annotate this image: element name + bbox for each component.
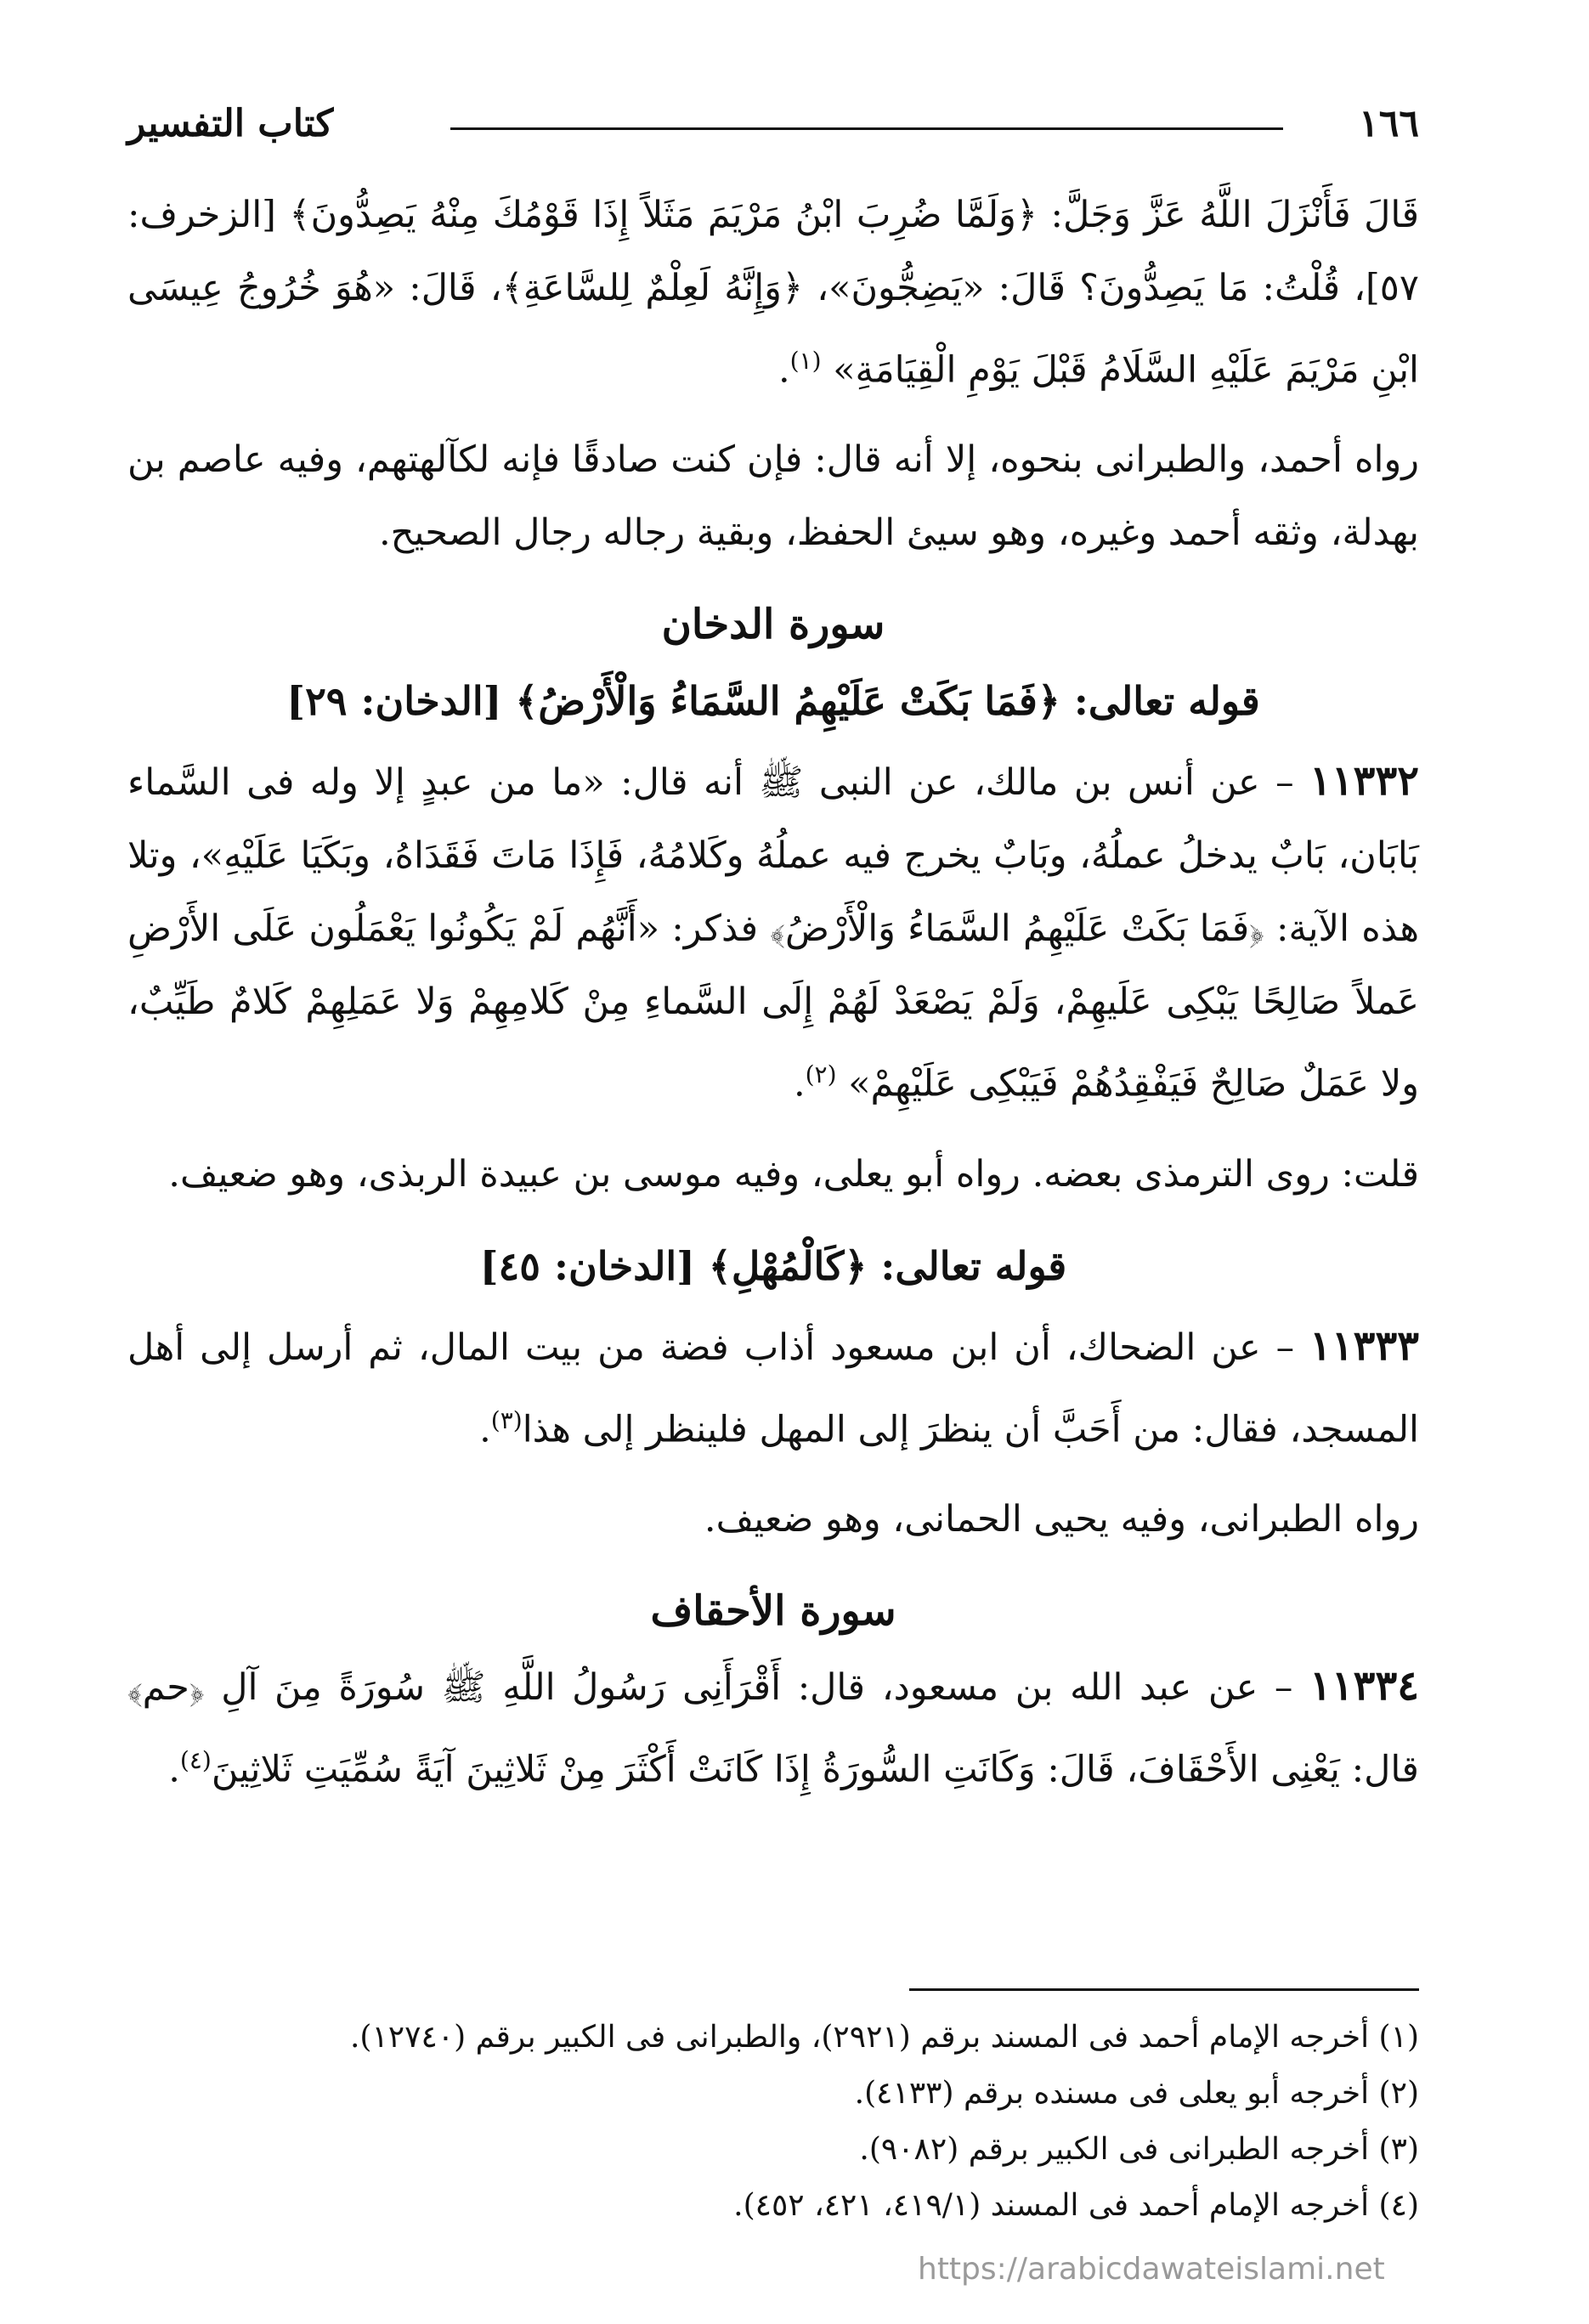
commentary-paragraph: رواه الطبرانى، وفيه يحيى الحمانى، وهو ضعيف. [704,1497,1419,1541]
paragraph-text: – عن الضحاك، أن ابن مسعود أذاب فضة من بيت المال، ثم أرسل إلى أهل المسجد، فقال: من أَحَبَّ أن ينظرَ إلى المهل فلينظر إلى هذا [127,1326,1419,1450]
footnotes [127,2010,1419,2234]
page-header [127,102,1419,153]
footnote: (١) أخرجه الإمام أحمد فى المسند برقم (٢٩٢١)، والطبرانى فى الكبير برقم (١٢٧٤٠). [349,2020,1419,2055]
book-title: كتاب التفسير [127,102,334,145]
commentary-paragraph: رواه أحمد، والطبرانى بنحوه، إلا أنه قال: فإن كنت صادقًا فإنه لكآلهتهم، وفيه عاصم بن بهدلة، وثقه أحمد وغيره، وهو سيئ الحفظ، وبقية رجاله رجال الصحيح. [127,438,1419,555]
surah-heading-dukhan: سورة الدخان [661,601,885,649]
page-body [127,178,1419,1823]
footnote: (٤) أخرجه الإمام أحمد فى المسند (٤١٩/١، ٤٢١، ٤٥٢). [733,2188,1419,2223]
footnote-ref: (٤) [179,1745,212,1774]
footnote-ref: (٣) [490,1405,523,1434]
verse-heading: قوله تعالى: ﴿فَمَا بَكَتْ عَلَيْهِمُ السَّمَاءُ وَالْأَرْضُ﴾ [الدخان: ٢٩] [286,678,1260,725]
hadith-number: ١١٣٣٤ [1309,1661,1419,1710]
hadith-number: ١١٣٣٣ [1309,1321,1420,1370]
verse-heading: قوله تعالى: ﴿كَالْمُهْلِ﴾ [الدخان: ٤٥] [479,1242,1067,1289]
hadith-paragraph: ١١٣٣٤ – عن عبد الله بن مسعود، قال: أَقْرَأَنِى رَسُولُ اللَّهِ ﷺ سُورَةً مِنَ آلِ ﴿حم﴾ قال: يَعْنِى الأَحْقَافَ، قَالَ: وَكَانَتِ السُّورَةُ إِذَا كَانَتْ أَكْثَرَ مِنْ ثَلاثِينَ آيَةً سُمِّيَتِ ثَلاثِينَ$^{(٤)}$. [127,1661,1419,1791]
commentary-paragraph: قلت: روى الترمذى بعضه. رواه أبو يعلى، وفيه موسى بن عبيدة الربذى، وهو ضعيف. [168,1152,1419,1196]
footnote-ref: (١) [789,347,822,375]
hadith-continuation: قَالَ فَأَنْزَلَ اللَّهُ عَزَّ وَجَلَّ: ﴿وَلَمَّا ضُرِبَ ابْنُ مَرْيَمَ مَثَلاً إِذَا قَوْمُكَ مِنْهُ يَصِدُّونَ﴾ [الزخرف: ٥٧]، قُلْتُ: مَا يَصِدُّونَ؟ قَالَ: «يَضِجُّونَ»، ﴿وَإِنَّهُ لَعِلْمٌ لِلسَّاعَةِ﴾، قَالَ: «هُوَ خُرُوجُ عِيسَى ابْنِ مَرْيَمَ عَلَيْهِ السَّلَامُ قَبْلَ يَوْمِ الْقِيَامَةِ» $^{(١)}$. [127,194,1419,392]
footnote: (٣) أخرجه الطبرانى فى الكبير برقم (٩٠٨٢). [859,2132,1419,2167]
footnote-divider [909,1988,1419,1991]
footnote-ref: (٢) [805,1060,837,1089]
paragraph-text: – عن عبد الله بن مسعود، قال: أَقْرَأَنِى رَسُولُ اللَّهِ ﷺ سُورَةً مِنَ آلِ ﴿حم﴾ قال: يَعْنِى الأَحْقَافَ، قَالَ: وَكَانَتِ السُّورَةُ إِذَا كَانَتْ أَكْثَرَ مِنْ ثَلاثِينَ آيَةً سُمِّيَتِ ثَلاثِينَ [127,1665,1419,1791]
hadith-paragraph: ١١٣٣٣ – عن الضحاك، أن ابن مسعود أذاب فضة من بيت المال، ثم أرسل إلى أهل المسجد، فقال: من أَحَبَّ أن ينظرَ إلى المهل فلينظر إلى هذا$^{(٣)}$. [127,1321,1420,1450]
header-rule [450,127,1283,130]
hadith-paragraph: ١١٣٣٢ – عن أنس بن مالك، عن النبى ﷺ أنه قال: «ما من عبدٍ إلا وله فى السَّماء بَابَان، بَابٌ يدخلُ عملُهُ، وبَابٌ يخرج فيه عملُهُ وكَلامُهُ، فَإِذَا مَاتَ فَقَدَاهُ، وبَكَيَا عَلَيْهِ»، وتلا هذه الآية: ﴿فَمَا بَكَتْ عَلَيْهِمُ السَّمَاءُ وَالْأَرْضُ﴾ فذكر: «أَنَّهُم لَمْ يَكُونُوا يَعْمَلُون عَلَى الأَرْضِ عَملاً صَالِحًا يَبْكِى عَلَيهِمْ، وَلَمْ يَصْعَدْ لَهُمْ إِلَى السَّماءِ مِنْ كَلامِهِمْ وَلا عَمَلِهِمْ كَلامٌ طَيِّبٌ، ولا عَمَلٌ صَالِحٌ فَيَفْقِدُهُمْ فَيَبْكِى عَلَيْهِمْ» $^{(٢)}$. [127,757,1419,1105]
page-number: ١٦٦ [1359,102,1419,145]
watermark-url: https://arabicdawateislami.net [918,2252,1385,2287]
surah-heading-ahqaf: سورة الأحقاف [650,1586,896,1635]
paragraph-text: قَالَ فَأَنْزَلَ اللَّهُ عَزَّ وَجَلَّ: ﴿وَلَمَّا ضُرِبَ ابْنُ مَرْيَمَ مَثَلاً إِذَا قَوْمُكَ مِنْهُ يَصِدُّونَ﴾ [الزخرف: ٥٧]، قُلْتُ: مَا يَصِدُّونَ؟ قَالَ: «يَضِجُّونَ»، ﴿وَإِنَّهُ لَعِلْمٌ لِلسَّاعَةِ﴾، قَالَ: «هُوَ خُرُوجُ عِيسَى ابْنِ مَرْيَمَ عَلَيْهِ السَّلَامُ قَبْلَ يَوْمِ الْقِيَامَةِ» [127,194,1419,392]
footnote: (٢) أخرجه أبو يعلى فى مسنده برقم (٤١٣٣). [854,2076,1419,2111]
hadith-number: ١١٣٣٢ [1309,757,1419,806]
paragraph-text: – عن أنس بن مالك، عن النبى ﷺ أنه قال: «ما من عبدٍ إلا وله فى السَّماء بَابَان، بَابٌ يدخلُ عملُهُ، وبَابٌ يخرج فيه عملُهُ وكَلامُهُ، فَإِذَا مَاتَ فَقَدَاهُ، وبَكَيَا عَلَيْهِ»، وتلا هذه الآية: ﴿فَمَا بَكَتْ عَلَيْهِمُ السَّمَاءُ وَالْأَرْضُ﴾ فذكر: «أَنَّهُم لَمْ يَكُونُوا يَعْمَلُون عَلَى الأَرْضِ عَملاً صَالِحًا يَبْكِى عَلَيهِمْ، وَلَمْ يَصْعَدْ لَهُمْ إِلَى السَّماءِ مِنْ كَلامِهِمْ وَلا عَمَلِهِمْ كَلامٌ طَيِّبٌ، ولا عَمَلٌ صَالِحٌ فَيَفْقِدُهُمْ فَيَبْكِى عَلَيْهِمْ» [127,761,1419,1105]
